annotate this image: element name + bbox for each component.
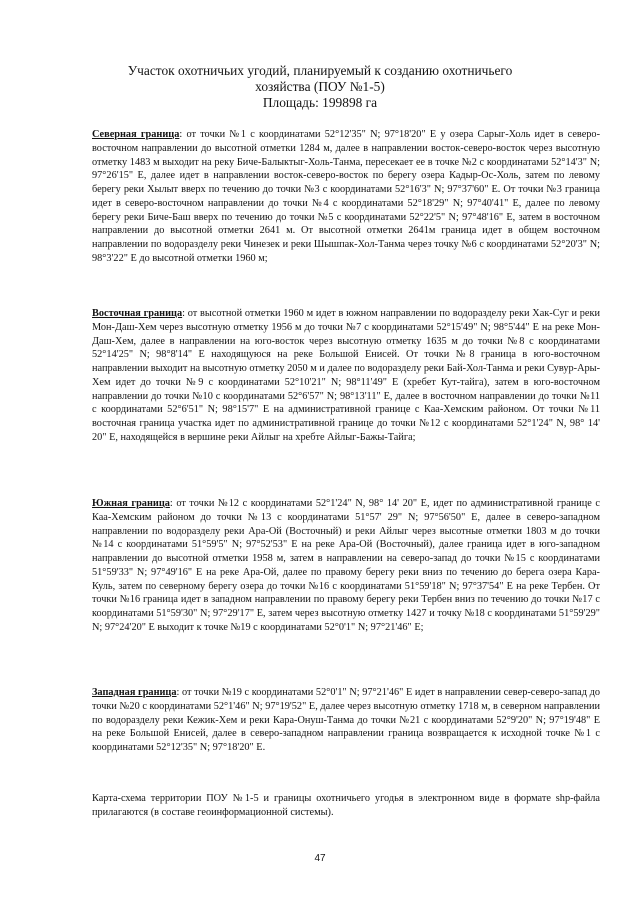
west-boundary-text: : от точки №19 с координатами 52°0'1" N; 97°21'46" E идет в направлении север-северо-запад до точки №20 с координатами 52°1'46" N; 97°19'52" E, далее через высотную отметку 1718 м, в северном направлении по водоразделу реки Кежик-Хем и реки Кара-Онуш-Танма до точки №21 с координатами 52°9'20" N; 97°19'48" E на реке Большой Енисей, далее в северо-западном направлении граница возвращается к исходной точке №1 с координатами 52°12'35" N; 97°18'20" E. — [92, 687, 601, 753]
page-number: 47 — [314, 853, 326, 864]
title-line-area: Площадь: 199898 га — [262, 95, 378, 110]
north-boundary-paragraph — [92, 128, 600, 266]
document-title — [100, 63, 540, 111]
title-line-2: хозяйства (ПОУ №1-5) — [255, 79, 385, 94]
east-boundary-paragraph — [92, 307, 600, 445]
south-boundary-heading: Южная граница — [92, 498, 170, 509]
west-boundary-paragraph — [92, 686, 600, 755]
south-boundary-text: : от точки №12 с координатами 52°1'24" N, 98° 14' 20" E, идет по административной границе с Каа-Хемским районом до точки №13 с координатами 51°57' 29" N; 97°56'50" E, далее в северо-западном направлении по водоразделу реки Ара-Ой (Восточный) и реки Айлыг через высотные отметки 1803 м до точки №14 с координатами 51°59'5" N; 97°52'53" E на реке Ара-Ой (Восточный), далее граница идет в юго-западном направлении до высотной отметки 1958 м, затем в направлении на северо-запад до точки №15 с координатами 51°59'33" N; 97°49'16" E на реке Ара-Ой, далее по правому берегу реки вниз по течению до берега озера Кара-Куль, затем по северному берегу озера до точки №16 с координатами 51°59'18" N; 97°37'54" E на реке Тербен. От точки №16 граница идет в западном направлении по правому берегу реки Тербен вниз по течению до точки №17 с координатами 51°59'30" N; 97°29'17" E, затем через высотную отметку 1427 и точку №18 с координатами 51°59'29" N; 97°24'20" E выходит к точке №19 с координатами 52°0'1" N; 97°21'46" E; — [92, 498, 600, 633]
north-boundary-text: : от точки №1 с координатами 52°12'35" N; 97°18'20" Е у озера Сарыг-Холь идет в северо-восточном направлении до высотной отметки 1284 м, далее в направлении восток-северо-восток через высотную отметку 1483 м выходит на реку Биче-Балыктыг-Холь-Танма, пересекает ее в точке №2 с координатами 52°14'3" N; 97°26'15" E, далее идет в направлении восток-северо-восток по берегу озера Кадыр-Ос-Холь, затем по левому берегу реки Хылыт вверх по течению до точки №3 с координатами 52°16'3" N; 97°37'60" E. От точки №3 граница идет в северо-восточном направлении до точки №4 с координатами 52°18'29" N; 97°40'41" E, далее по левому берегу реки Биче-Баш вверх по течению до точки №5 с координатами 52°22'5" N; 97°48'16" E, затем в восточном направлении до высотной отметки 2641 м. От высотной отметки 2641м граница идет в общем восточном направлении по водоразделу реки Чинезек и реки Шышпак-Хол-Танма через точку №6 с координатами 52°20'3" N; 98°3'22" E до высотной отметки 1960 м; — [92, 129, 600, 264]
map-scheme-note: Карта-схема территории ПОУ №1-5 и границы охотничьего угодья в электронном виде в формате shp-файла прилагаются (в составе геоинформационной системы). — [92, 793, 600, 818]
south-boundary-paragraph — [92, 497, 600, 635]
north-boundary-heading: Северная граница — [92, 129, 180, 140]
east-boundary-heading: Восточная граница — [92, 308, 183, 319]
title-line-1: Участок охотничьих угодий, планируемый к созданию охотничьего — [127, 63, 513, 78]
west-boundary-heading: Западная граница — [92, 687, 177, 698]
east-boundary-text: : от высотной отметки 1960 м идет в южном направлении по водоразделу реки Хак-Суг и реки Мон-Даш-Хем через высотную отметку 1956 м до точки №7 с координатами 52°15'49" N; 98°5'44" E на реке Мон-Даш-Хем, далее в направлении на юго-восток через высотную отметку 1635 м до точки №8 с координатами 52°14'25" N; 98°8'14" E находящуюся на реке Большой Енисей. От точки №8 граница в юго-восточном направлении выходит на высотную отметку 2050 м и далее по водоразделу реки Бай-Хол-Танма и реки Сувур-Ары-Хем идет до точки №9 с координатами 52°10'21" N; 98°11'49" E (хребет Кут-тайга), затем в юго-восточном направлении до точки №10 с координатами 52°6'57" N; 98°13'11" E, далее в восточном направлении до точки №11 с координатами 52°6'51" N; 98°15'7" E на административной границе с Каа-Хемским районом. От точки №11 восточная граница участка идет по административной границе до точки №12 с координатами 52°1'24" N, 98° 14' 20" E, находящейся в вершине реки Айлыг на хребте Айлыг-Бажы-Тайга; — [92, 308, 600, 443]
